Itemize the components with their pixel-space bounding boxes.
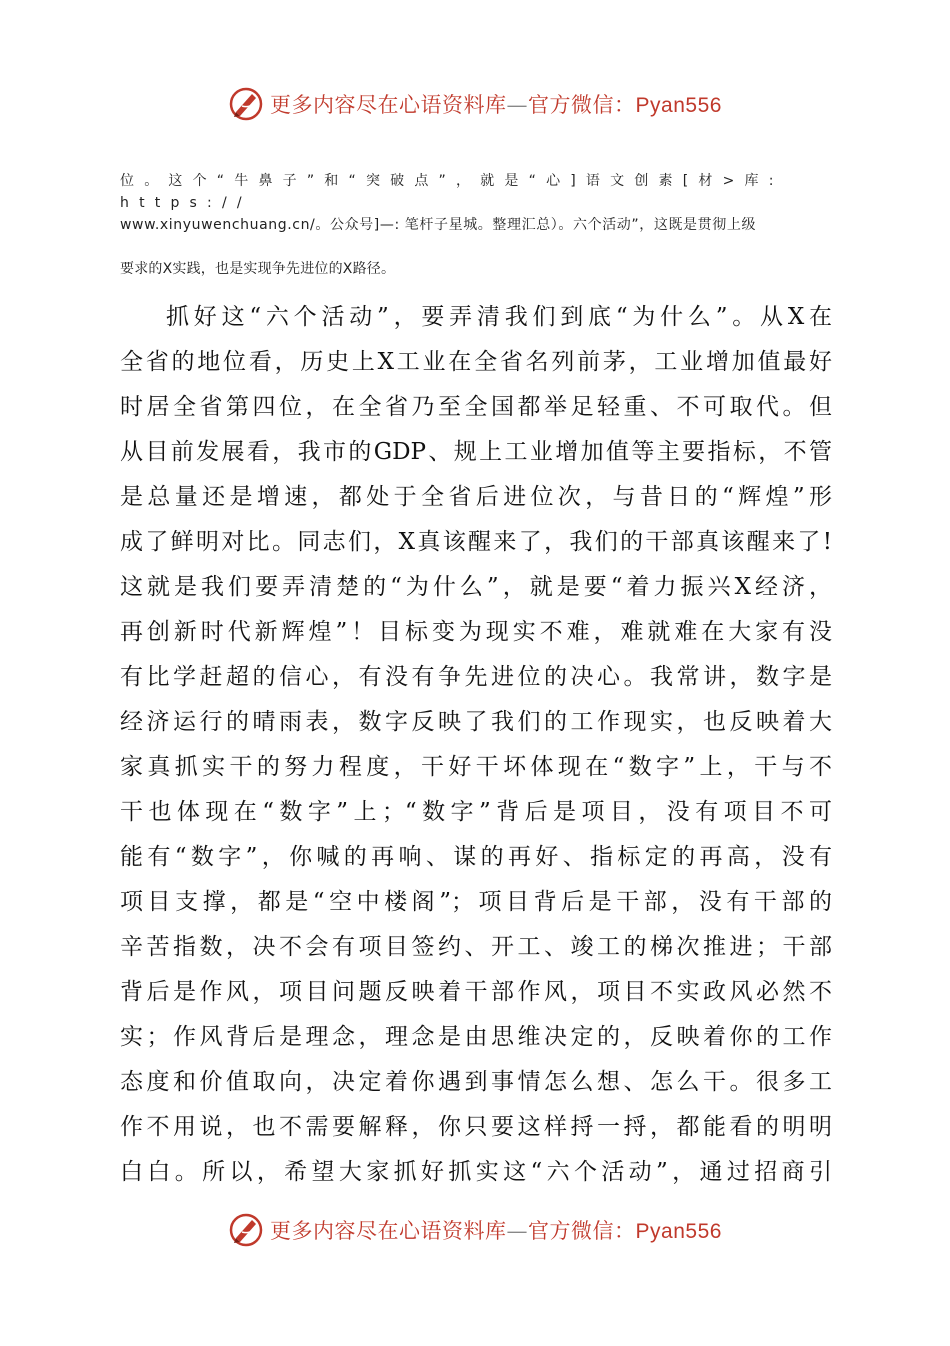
note-line-2: www.xinyuwenchuang.cn/。公众号]—: 笔杆子星城。整理汇总）。六个活动”，这既是贯彻上级 xyxy=(120,217,757,233)
header-banner-main: 更多内容尽在心语资料库 xyxy=(270,93,507,117)
body-line: 成了鲜明对比。同志们，X真该醒来了，我们的干部真该醒来了! xyxy=(120,529,832,555)
body-line: 辛苦指数，决不会有项目签约、开工、竣工的梯次推进；干部 xyxy=(120,934,832,960)
body-line: 项目支撑，都是“空中楼阁”；项目背后是干部，没有干部的 xyxy=(120,889,832,915)
body-line: 有比学赶超的信心，有没有争先进位的决心。我常讲，数字是 xyxy=(120,664,832,690)
footer-banner-wechat-id: Pyan556 xyxy=(635,1220,722,1243)
footer-banner-main: 更多内容尽在心语资料库 xyxy=(270,1219,507,1243)
body-line: 这就是我们要弄清楚的“为什么”，就是要“着力振兴X经济， xyxy=(120,574,832,600)
body-line: 白白。所以，希望大家抓好抓实这“六个活动”，通过招商引 xyxy=(120,1159,832,1185)
body-line: 态度和价值取向，决定着你遇到事情怎么想、怎么干。很多工 xyxy=(120,1069,832,1095)
header-banner-separator: — xyxy=(506,93,529,117)
pen-logo-icon xyxy=(228,1212,264,1248)
pen-logo-icon xyxy=(228,86,264,122)
header-banner-text xyxy=(270,89,722,119)
footer-banner-wechat-label: 官方微信： xyxy=(528,1219,636,1243)
body-line: 抓好这“六个活动”，要弄清我们到底“为什么”。从X在 xyxy=(166,304,832,330)
header-banner-wechat-id: Pyan556 xyxy=(635,94,722,117)
body-line: 实；作风背后是理念，理念是由思维决定的，反映着你的工作 xyxy=(120,1024,832,1050)
header-banner-wechat-label: 官方微信： xyxy=(528,93,636,117)
body-line: 全省的地位看，历史上X工业在全省名列前茅，工业增加值最好 xyxy=(120,349,832,375)
note-line-1: 位。这个“牛鼻子”和“突破点”，就是“心]语文创素[材>库: https:// xyxy=(120,173,784,211)
body-line: 是总量还是增速，都处于全省后进位次，与昔日的“辉煌”形 xyxy=(120,484,832,510)
body-line: 家真抓实干的努力程度，干好干坏体现在“数字”上，干与不 xyxy=(120,754,832,780)
body-line: 从目前发展看，我市的GDP、规上工业增加值等主要指标，不管 xyxy=(120,439,832,465)
body-line: 作不用说，也不需要解释，你只要这样捋一捋，都能看的明明 xyxy=(120,1114,832,1140)
body-paragraph xyxy=(120,295,832,1195)
body-line: 经济运行的晴雨表，数字反映了我们的工作现实，也反映着大 xyxy=(120,709,832,735)
body-line: 再创新时代新辉煌”！目标变为现实不难，难就难在大家有没 xyxy=(120,619,832,645)
header-watermark-banner xyxy=(0,84,950,124)
note-line-3: 要求的X实践，也是实现争先进位的X路径。 xyxy=(120,261,396,277)
footer-banner-text xyxy=(270,1215,722,1245)
body-line: 背后是作风，项目问题反映着干部作风，项目不实政风必然不 xyxy=(120,979,832,1005)
body-line: 时居全省第四位，在全省乃至全国都举足轻重、不可取代。但 xyxy=(120,394,832,420)
footer-banner-separator: — xyxy=(506,1219,529,1243)
footer-watermark-banner xyxy=(0,1210,950,1250)
body-line: 干也体现在“数字”上；“数字”背后是项目，没有项目不可 xyxy=(120,799,832,825)
body-line: 能有“数字”，你喊的再响、谋的再好、指标定的再高，没有 xyxy=(120,844,832,870)
